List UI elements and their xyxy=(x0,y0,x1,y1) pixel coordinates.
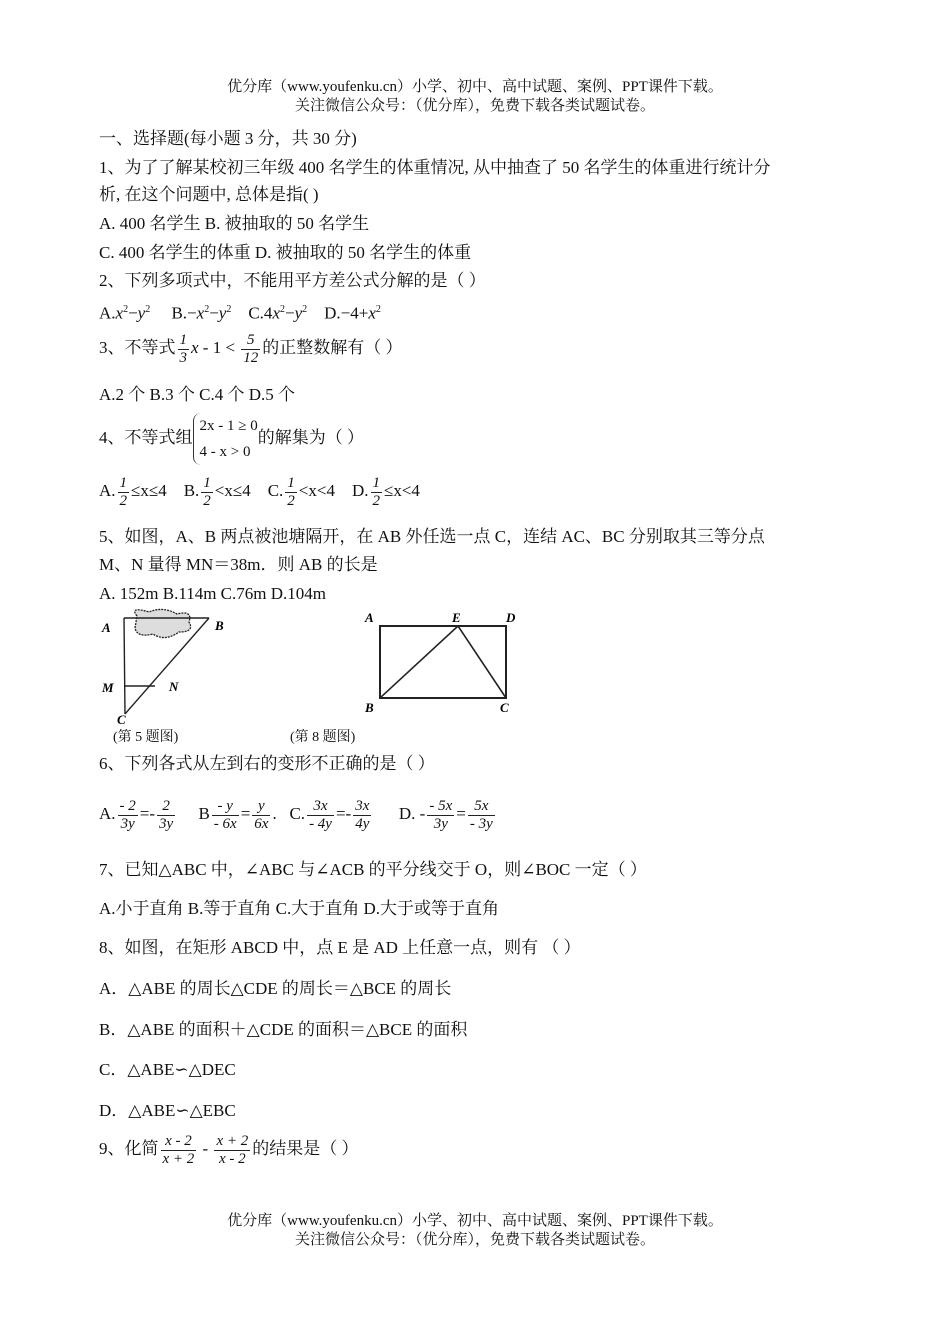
q6-stem: 6、下列各式从左到右的变形不正确的是（ ） xyxy=(99,754,435,773)
q3-suffix: 的正整数解有（ ） xyxy=(262,338,403,357)
svg-text:A: A xyxy=(102,620,111,635)
q3-prefix: 3、不等式 xyxy=(99,338,176,357)
svg-text:B: B xyxy=(365,700,374,715)
q2-stem: 2、下列多项式中，不能用平方差公式分解的是（ ） xyxy=(99,271,486,290)
q1-options-cd: C. 400 名学生的体重 D. 被抽取的 50 名学生的体重 xyxy=(99,243,472,262)
svg-text:C: C xyxy=(117,712,126,726)
q8-option-b: B．△ABE 的面积＋△CDE 的面积＝△BCE 的面积 xyxy=(99,1020,468,1039)
footer-line-2: 关注微信公众号：（优分库），免费下载各类试题试卷。 xyxy=(294,1232,655,1248)
svg-text:E: E xyxy=(452,610,461,625)
header-line-2: 关注微信公众号：（优分库），免费下载各类试题试卷。 xyxy=(294,98,655,114)
q4-system-line-1: 2x - 1 ≥ 0 xyxy=(199,418,258,435)
svg-text:C: C xyxy=(500,700,509,715)
q8-option-c: C．△ABE∽△DEC xyxy=(99,1060,236,1079)
q6-options: A. $\frac{- 2}{3y}$ =- $\frac{2}{3y}$ B $\frac{- y}{- 6x}$ = $\frac{y}{6x}$ . C. $\frac{3x}{- 4y}$ =- $\frac{3x}{4y}$ D. - $\frac{- 5x}{3y}$ = $\frac{5x}{- 3y}$ xyxy=(99,797,493,832)
q4-stem xyxy=(99,412,364,465)
fig5-pond-triangle xyxy=(99,608,229,726)
q2-options: $A.x^2-y^2$ $B.-x^2-y^2$ $C.4x^2-y^2$ $D.-4+x^2$ xyxy=(99,303,381,323)
header-line-1: 优分库（www.youfenku.cn）小学、初中、高中试题、案例、PPT课件下载。 xyxy=(227,79,723,95)
fig8-rectangle-triangle xyxy=(360,608,530,720)
fig5-caption: (第 5 题图) xyxy=(113,730,179,745)
section-title: 一、选择题(每小题 3 分，共 30 分) xyxy=(99,129,357,148)
footer-line-1: 优分库（www.youfenku.cn）小学、初中、高中试题、案例、PPT课件下载。 xyxy=(227,1213,723,1229)
svg-text:N: N xyxy=(169,679,179,694)
svg-text:A: A xyxy=(365,610,374,625)
fig8-caption: (第 8 题图) xyxy=(290,730,356,745)
q5-options: A. 152m B.114m C.76m D.104m xyxy=(99,584,326,603)
svg-text:M: M xyxy=(102,680,114,695)
svg-text:B: B xyxy=(215,618,224,633)
q7-options: A.小于直角 B.等于直角 C.大于直角 D.大于或等于直角 xyxy=(99,899,499,918)
q5-stem-a: 5、如图，A、B 两点被池塘隔开，在 AB 外任选一点 C，连结 AC、BC 分别取其三等分点 xyxy=(99,527,765,546)
q9-stem: 9、化简 $\frac{x - 2}{x + 2}$ - $\frac{x + 2}{x - 2}$ 的结果是（ ） xyxy=(99,1132,359,1167)
q4-suffix: 的解集为（ ） xyxy=(257,428,364,447)
q8-stem: 8、如图，在矩形 ABCD 中，点 E 是 AD 上任意一点，则有 （ ） xyxy=(99,938,581,957)
q8-option-d: D．△ABE∽△EBC xyxy=(99,1101,236,1120)
q1-options-ab: A. 400 名学生 B. 被抽取的 50 名学生 xyxy=(99,214,370,233)
svg-text:D: D xyxy=(506,610,516,625)
q9-prefix: 9、化简 xyxy=(99,1139,159,1158)
q4-system xyxy=(193,413,258,465)
q5-stem-b: M、N 量得 MN＝38m．则 AB 的长是 xyxy=(99,555,378,574)
q3-options: A.2 个 B.3 个 C.4 个 D.5 个 xyxy=(99,385,295,404)
q4-system-line-2: 4 - x > 0 xyxy=(199,444,251,461)
q4-prefix: 4、不等式组 xyxy=(99,428,193,447)
q4-options: A. $\frac{1}{2}$ ≤x≤4 B. $\frac{1}{2}$ <x≤4 C. $\frac{1}{2}$ <x<4 D. $\frac{1}{2}$ ≤x<4 xyxy=(99,474,420,509)
q1-stem-b: 析, 在这个问题中, 总体是指( ) xyxy=(99,185,319,204)
q1-stem-a: 1、为了了解某校初三年级 400 名学生的体重情况, 从中抽查了 50 名学生的体重进行统计分 xyxy=(99,158,771,177)
q9-suffix: 的结果是（ ） xyxy=(252,1139,359,1158)
q3-stem: 3、不等式 $\frac{1}{3}$ x - 1 < $\frac{5}{12}$ 的正整数解有（ ） xyxy=(99,331,403,366)
q8-option-a: A．△ABE 的周长△CDE 的周长＝△BCE 的周长 xyxy=(99,979,452,998)
q7-stem: 7、已知△ABC 中，∠ABC 与∠ACB 的平分线交于 O，则∠BOC 一定（ ） xyxy=(99,860,647,879)
